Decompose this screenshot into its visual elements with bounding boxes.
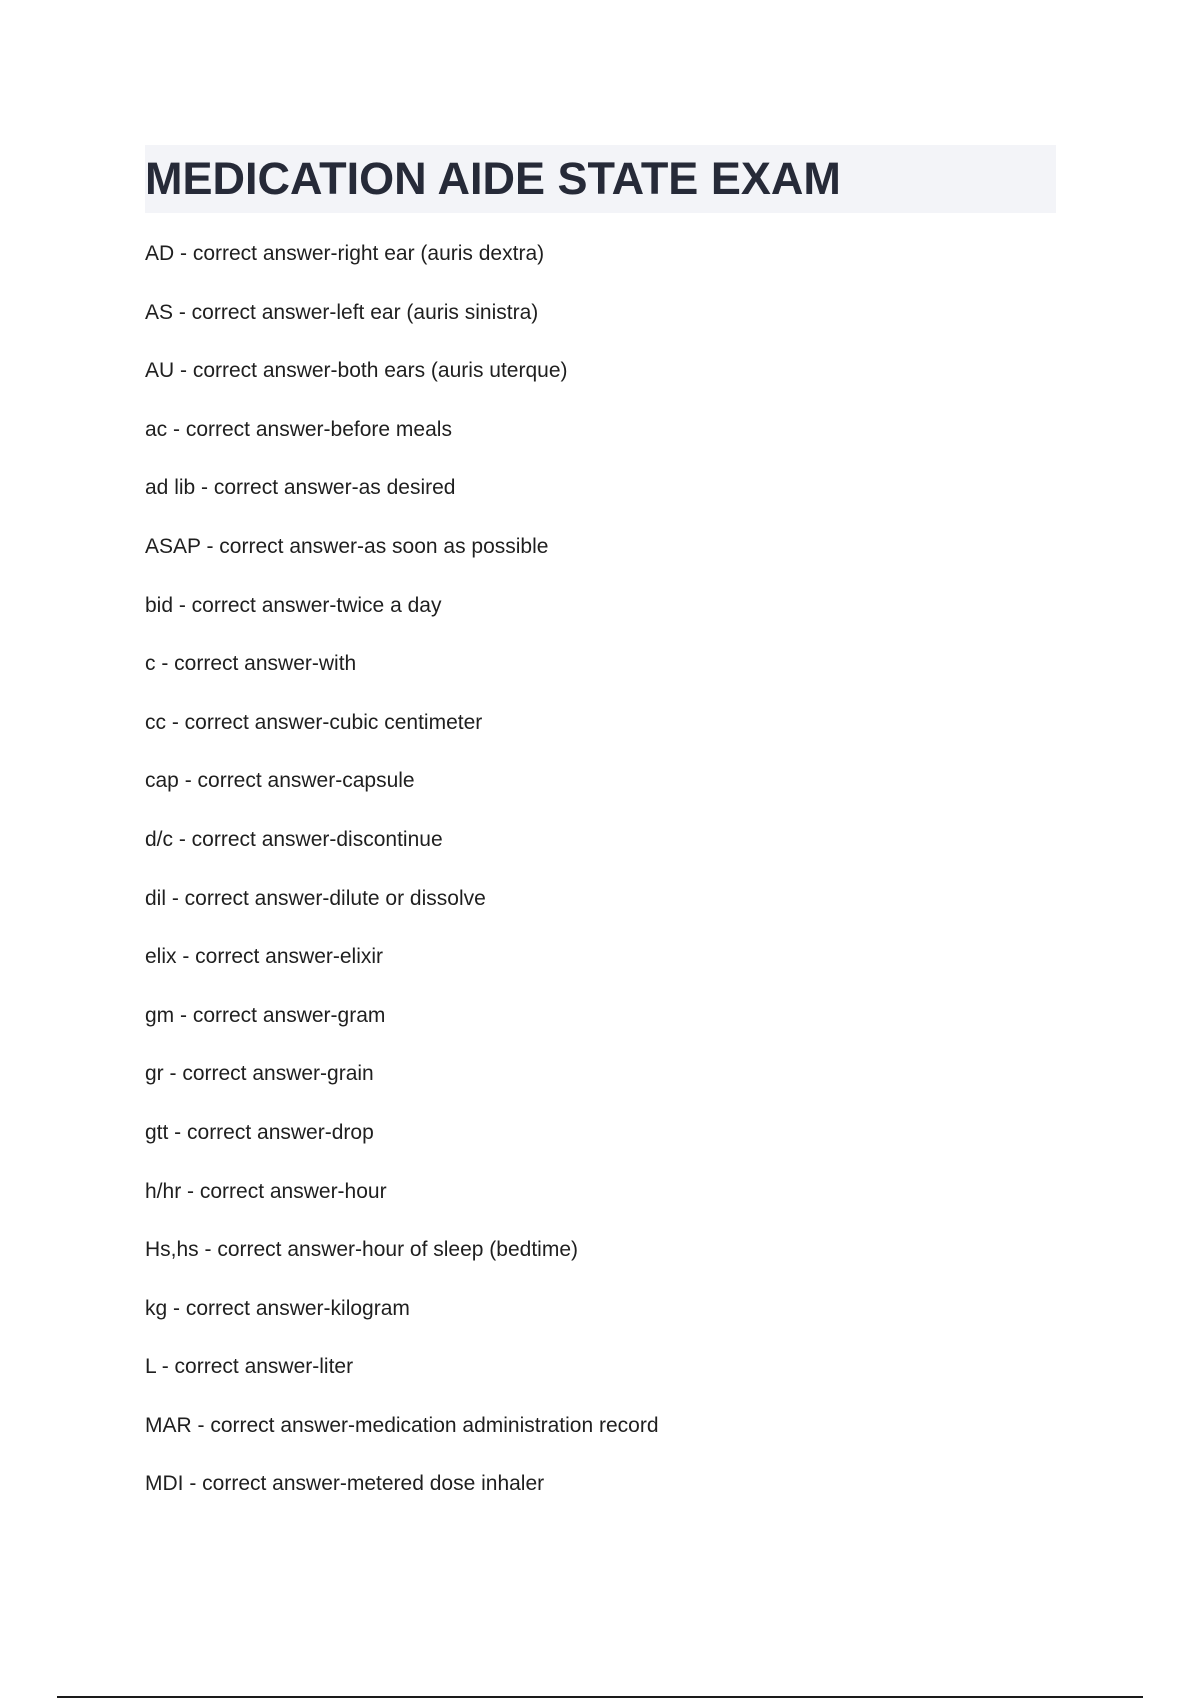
list-item: Hs,hs - correct answer-hour of sleep (bedtime) [145, 1238, 578, 1262]
list-item: AU - correct answer-both ears (auris uterque) [145, 359, 568, 383]
list-item: d/c - correct answer-discontinue [145, 827, 443, 851]
list-item: MAR - correct answer-medication administration record [145, 1413, 659, 1437]
list-item: gr - correct answer-grain [145, 1062, 374, 1086]
list-item: c - correct answer-with [145, 652, 357, 676]
list-item: AD - correct answer-right ear (auris dextra) [145, 242, 545, 265]
title-banner [145, 145, 1056, 213]
list-item: dil - correct answer-dilute or dissolve [145, 886, 486, 910]
list-item: AS - correct answer-left ear (auris sinistra) [145, 300, 539, 324]
list-item: h/hr - correct answer-hour [145, 1179, 387, 1203]
list-item: ASAP - correct answer-as soon as possible [145, 534, 549, 558]
page-title: MEDICATION AIDE STATE EXAM [145, 153, 841, 204]
list-item: gtt - correct answer-drop [145, 1120, 374, 1144]
list-item: ac - correct answer-before meals [145, 417, 452, 441]
list-item: ad lib - correct answer-as desired [145, 476, 456, 500]
list-item: cap - correct answer-capsule [145, 769, 415, 793]
list-item: bid - correct answer-twice a day [145, 593, 442, 617]
list-item: L - correct answer-liter [145, 1355, 354, 1379]
list-item: kg - correct answer-kilogram [145, 1296, 410, 1320]
list-item: gm - correct answer-gram [145, 1003, 386, 1027]
list-item: elix - correct answer-elixir [145, 945, 384, 969]
footer-divider [57, 1696, 1143, 1698]
list-item: MDI - correct answer-metered dose inhaler [145, 1472, 545, 1496]
abbreviation-list [145, 234, 1056, 1523]
list-item: cc - correct answer-cubic centimeter [145, 710, 483, 734]
